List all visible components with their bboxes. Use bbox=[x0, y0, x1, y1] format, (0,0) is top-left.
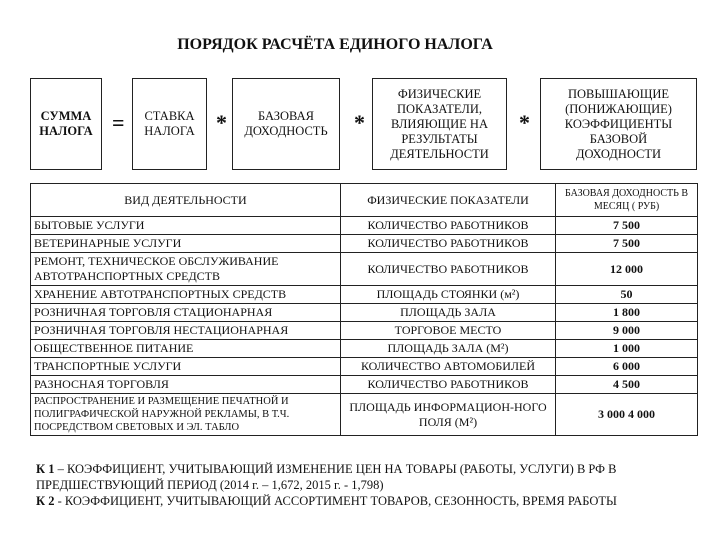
table-row bbox=[31, 235, 698, 253]
indicator-cell: КОЛИЧЕСТВО РАБОТНИКОВ bbox=[341, 235, 556, 253]
k1-text: – КОЭФФИЦИЕНТ, УЧИТЫВАЮЩИЙ ИЗМЕНЕНИЕ ЦЕН НА ТОВАРЫ (РАБОТЫ, УСЛУГИ) В РФ В ПРЕДШЕСТВУЮЩИЙ ПЕРИОД (2014 г. – 1,672, 2015 г. - 1,798) bbox=[36, 462, 617, 492]
footnote-k2 bbox=[36, 493, 706, 509]
base-income-cell: 6 000 bbox=[556, 358, 698, 376]
header-physical: ФИЗИЧЕСКИЕ ПОКАЗАТЕЛИ bbox=[341, 184, 556, 217]
k1-label: К 1 bbox=[36, 462, 55, 476]
base-income-cell: 4 500 bbox=[556, 376, 698, 394]
base-income-cell: 1 800 bbox=[556, 304, 698, 322]
table-row bbox=[31, 376, 698, 394]
base-income-cell: 3 000 4 000 bbox=[556, 394, 698, 436]
k2-label: К 2 bbox=[36, 494, 55, 508]
indicator-cell: ПЛОЩАДЬ СТОЯНКИ (м²) bbox=[341, 286, 556, 304]
table-row bbox=[31, 322, 698, 340]
activity-cell: РАЗНОСНАЯ ТОРГОВЛЯ bbox=[31, 376, 341, 394]
table-row bbox=[31, 253, 698, 286]
table-row bbox=[31, 304, 698, 322]
table-row bbox=[31, 286, 698, 304]
indicator-cell: ПЛОЩАДЬ ЗАЛА bbox=[341, 304, 556, 322]
base-income-box: БАЗОВАЯ ДОХОДНОСТЬ bbox=[232, 78, 340, 170]
tax-sum-box: СУММА НАЛОГА bbox=[30, 78, 102, 170]
table-row bbox=[31, 340, 698, 358]
base-income-cell: 1 000 bbox=[556, 340, 698, 358]
footnote-k1 bbox=[36, 461, 706, 493]
table-row bbox=[31, 394, 698, 436]
tax-rate-box: СТАВКА НАЛОГА bbox=[132, 78, 207, 170]
activity-cell: РАСПРОСТРАНЕНИЕ И РАЗМЕЩЕНИЕ ПЕЧАТНОЙ И ПОЛИГРАФИЧЕСКОЙ НАРУЖНОЙ РЕКЛАМЫ, В Т.Ч. ПОСРЕДСТВОМ СВЕТОВЫХ И ЭЛ. ТАБЛО bbox=[31, 394, 341, 436]
indicator-cell: ПЛОЩАДЬ ЗАЛА (М²) bbox=[341, 340, 556, 358]
indicator-cell: КОЛИЧЕСТВО АВТОМОБИЛЕЙ bbox=[341, 358, 556, 376]
multiply-sign: * bbox=[216, 110, 227, 135]
k2-text: - КОЭФФИЦИЕНТ, УЧИТЫВАЮЩИЙ АССОРТИМЕНТ ТОВАРОВ, СЕЗОННОСТЬ, ВРЕМЯ РАБОТЫ bbox=[54, 494, 617, 508]
activity-cell: ХРАНЕНИЕ АВТОТРАНСПОРТНЫХ СРЕДСТВ bbox=[31, 286, 341, 304]
header-activity: ВИД ДЕЯТЕЛЬНОСТИ bbox=[31, 184, 341, 217]
table-row bbox=[31, 217, 698, 235]
page-title: ПОРЯДОК РАСЧЁТА ЕДИНОГО НАЛОГА bbox=[177, 36, 493, 53]
indicator-cell: КОЛИЧЕСТВО РАБОТНИКОВ bbox=[341, 376, 556, 394]
header-base-income: БАЗОВАЯ ДОХОДНОСТЬ В МЕСЯЦ ( РУБ) bbox=[556, 184, 698, 217]
indicator-cell: КОЛИЧЕСТВО РАБОТНИКОВ bbox=[341, 217, 556, 235]
indicator-cell: КОЛИЧЕСТВО РАБОТНИКОВ bbox=[341, 253, 556, 286]
base-income-cell: 50 bbox=[556, 286, 698, 304]
base-income-cell: 12 000 bbox=[556, 253, 698, 286]
base-income-cell: 7 500 bbox=[556, 235, 698, 253]
activity-cell: ТРАНСПОРТНЫЕ УСЛУГИ bbox=[31, 358, 341, 376]
indicator-cell: ПЛОЩАДЬ ИНФОРМАЦИОН-НОГО ПОЛЯ (М²) bbox=[341, 394, 556, 436]
footnotes bbox=[36, 461, 706, 509]
equals-sign: = bbox=[112, 110, 125, 135]
activity-table bbox=[30, 183, 698, 436]
multiply-sign: * bbox=[519, 110, 530, 135]
multiply-sign: * bbox=[354, 110, 365, 135]
base-income-cell: 9 000 bbox=[556, 322, 698, 340]
activity-cell: ВЕТЕРИНАРНЫЕ УСЛУГИ bbox=[31, 235, 341, 253]
activity-cell: РЕМОНТ, ТЕХНИЧЕСКОЕ ОБСЛУЖИВАНИЕ АВТОТРАНСПОРТНЫХ СРЕДСТВ bbox=[31, 253, 341, 286]
physical-indicators-box: ФИЗИЧЕСКИЕ ПОКАЗАТЕЛИ, ВЛИЯЮЩИЕ НА РЕЗУЛЬТАТЫ ДЕЯТЕЛЬНОСТИ bbox=[372, 78, 507, 170]
coefficients-box: ПОВЫШАЮЩИЕ (ПОНИЖАЮЩИЕ) КОЭФФИЦИЕНТЫ БАЗОВОЙ ДОХОДНОСТИ bbox=[540, 78, 697, 170]
indicator-cell: ТОРГОВОЕ МЕСТО bbox=[341, 322, 556, 340]
activity-cell: ОБЩЕСТВЕННОЕ ПИТАНИЕ bbox=[31, 340, 341, 358]
activity-cell: РОЗНИЧНАЯ ТОРГОВЛЯ СТАЦИОНАРНАЯ bbox=[31, 304, 341, 322]
base-income-cell: 7 500 bbox=[556, 217, 698, 235]
table-header bbox=[31, 184, 698, 217]
activity-cell: БЫТОВЫЕ УСЛУГИ bbox=[31, 217, 341, 235]
table-row bbox=[31, 358, 698, 376]
activity-cell: РОЗНИЧНАЯ ТОРГОВЛЯ НЕСТАЦИОНАРНАЯ bbox=[31, 322, 341, 340]
